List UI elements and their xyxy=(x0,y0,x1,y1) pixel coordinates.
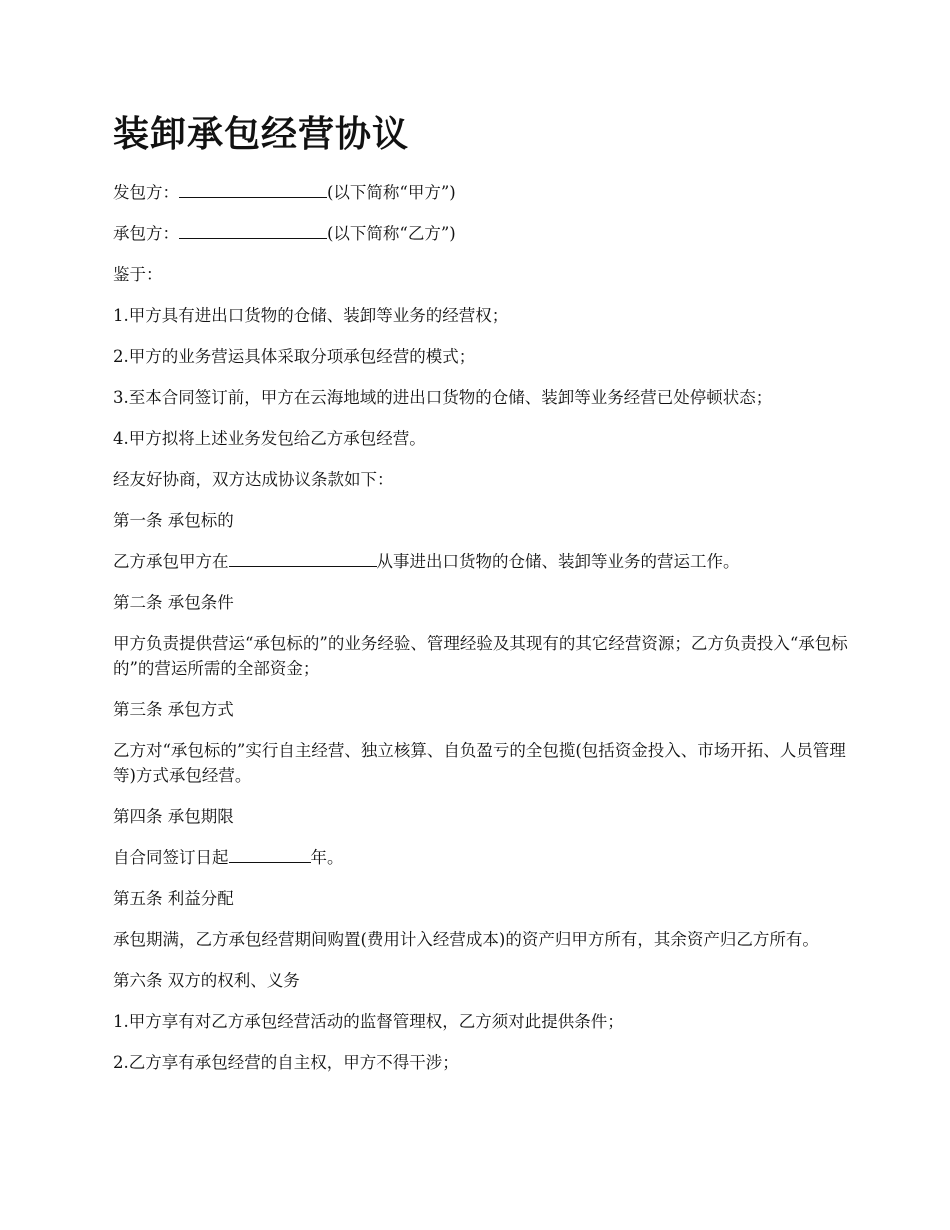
agreement-intro: 经友好协商，双方达成协议条款如下： xyxy=(113,470,394,489)
party-a-line xyxy=(113,180,848,205)
article-item: 1.甲方享有对乙方承包经营活动的监督管理权，乙方须对此提供条件； xyxy=(113,1012,624,1031)
party-b-suffix: (以下简称“乙方”) xyxy=(327,224,456,243)
article-heading: 第四条 承包期限 xyxy=(113,807,234,826)
article1-text-before: 乙方承包甲方在 xyxy=(113,552,229,571)
recital-item: 2.甲方的业务营运具体采取分项承包经营的模式； xyxy=(113,347,476,366)
recital-item: 3.至本合同签订前，甲方在云海地域的进出口货物的仓储、装卸等业务经营已处停顿状态； xyxy=(113,388,773,407)
party-b-label: 承包方： xyxy=(113,224,179,243)
article-heading: 第一条 承包标的 xyxy=(113,511,234,530)
article-text: 甲方负责提供营运“承包标的”的业务经验、管理经验及其现有的其它经营资源；乙方负责投入“承包标的”的营运所需的全部资金； xyxy=(113,634,848,678)
term-years-blank[interactable] xyxy=(229,845,311,863)
party-a-label: 发包方： xyxy=(113,183,179,202)
article1-text-after: 从事进出口货物的仓储、装卸等业务的营运工作。 xyxy=(376,552,740,571)
article-text xyxy=(113,549,848,574)
document-body xyxy=(113,180,848,1091)
article-text xyxy=(113,845,848,870)
article-heading: 第五条 利益分配 xyxy=(113,889,234,908)
article4-text-after: 年。 xyxy=(310,848,344,867)
party-a-blank[interactable] xyxy=(179,180,327,198)
whereas-heading: 鉴于： xyxy=(113,265,163,284)
article-item: 2.乙方享有承包经营的自主权，甲方不得干涉； xyxy=(113,1053,459,1072)
recital-item: 4.甲方拟将上述业务发包给乙方承包经营。 xyxy=(113,429,426,448)
party-a-suffix: (以下简称“甲方”) xyxy=(327,183,456,202)
party-b-blank[interactable] xyxy=(179,221,327,239)
article-heading: 第二条 承包条件 xyxy=(113,593,234,612)
article-heading: 第六条 双方的权利、义务 xyxy=(113,971,300,990)
party-b-line xyxy=(113,221,848,246)
article-text: 承包期满，乙方承包经营期间购置(费用计入经营成本)的资产归甲方所有，其余资产归乙方所有。 xyxy=(113,930,819,949)
document-title: 装卸承包经营协议 xyxy=(113,114,410,155)
article-text: 乙方对“承包标的”实行自主经营、独立核算、自负盈亏的全包揽(包括资金投入、市场开拓、人员管理等)方式承包经营。 xyxy=(113,741,846,785)
location-blank[interactable] xyxy=(229,549,377,567)
recital-item: 1.甲方具有进出口货物的仓储、装卸等业务的经营权； xyxy=(113,306,509,325)
article-heading: 第三条 承包方式 xyxy=(113,700,234,719)
article4-text-before: 自合同签订日起 xyxy=(113,848,229,867)
